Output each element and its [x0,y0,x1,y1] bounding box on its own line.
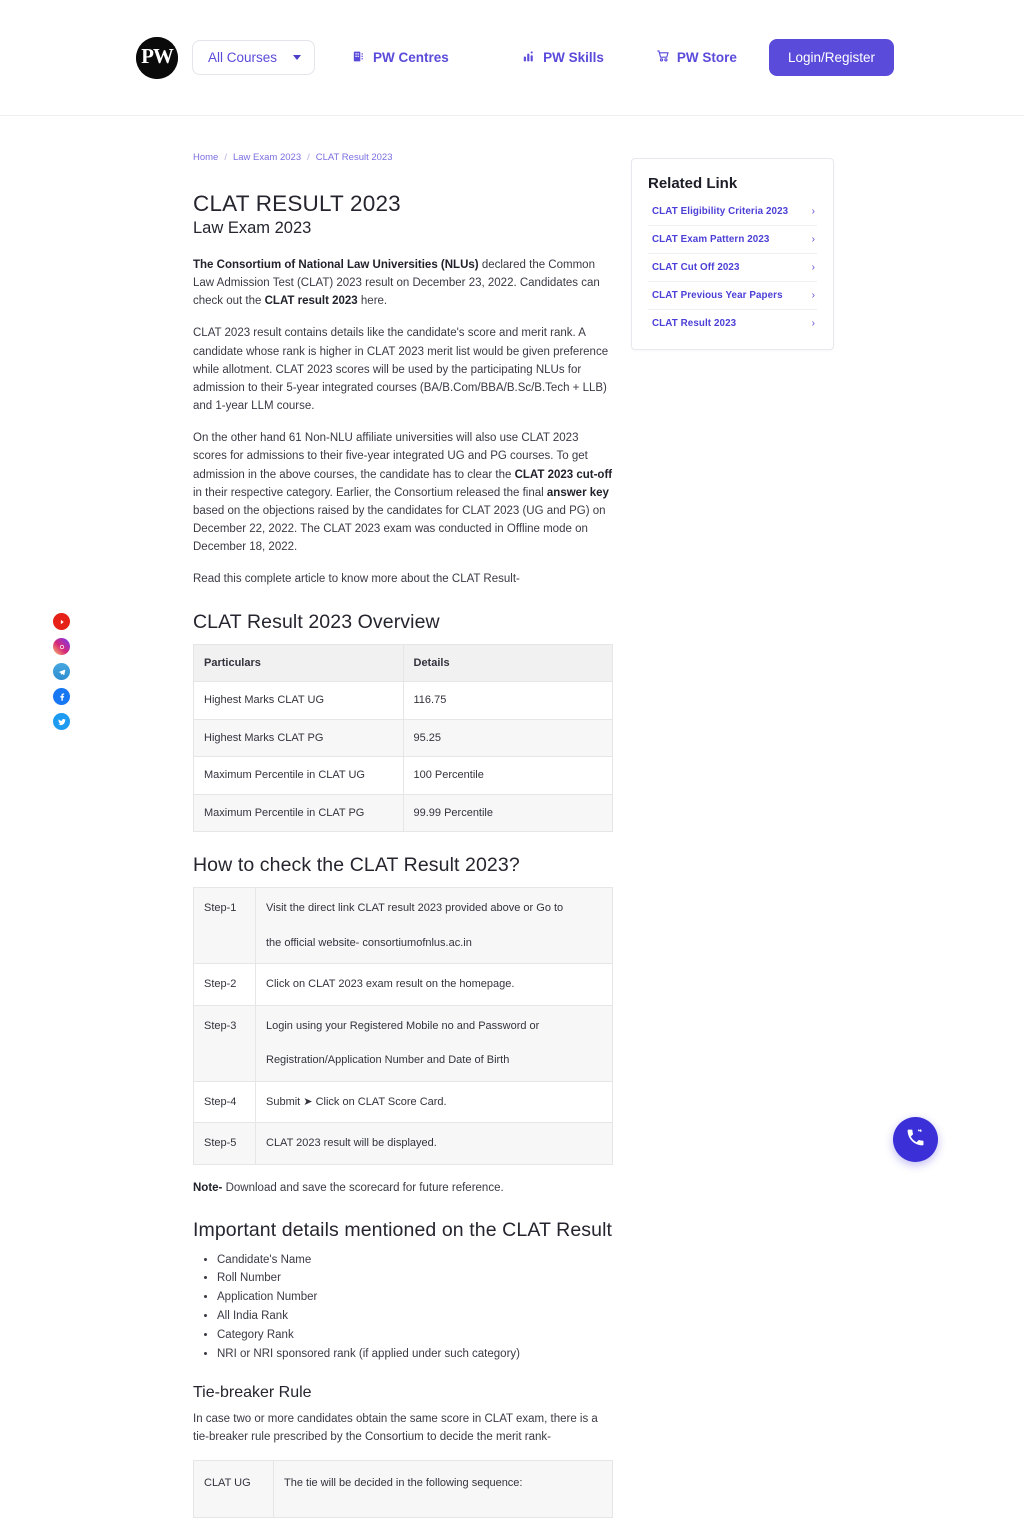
building-icon [353,50,366,66]
shopping-cart-icon [656,49,670,66]
step-text [256,1081,613,1123]
overview-cell-detail: 116.75 [403,682,613,720]
overview-table [193,644,613,833]
instagram-icon[interactable] [53,638,70,655]
step-label: Step-1 [194,888,256,964]
related-link-item-result[interactable] [648,310,817,337]
related-link-card [631,158,834,350]
table-row [194,1460,613,1518]
page-subtitle: Law Exam 2023 [193,219,312,237]
important-details-list [193,1252,613,1364]
step-label: Step-4 [194,1081,256,1123]
chevron-down-icon [293,55,301,60]
site-header [0,0,1024,116]
list-item: • All India Rank [217,1308,613,1326]
related-link-item-eligibility[interactable] [648,198,817,226]
overview-cell-particular: Maximum Percentile in CLAT PG [194,794,404,832]
overview-cell-detail: 100 Percentile [403,757,613,795]
list-item: • Application Number [217,1289,613,1307]
page-body [0,116,1024,1526]
table-row [194,1123,613,1165]
intro-bold-consortium: The Consortium of National Law Universities (NLUs) [193,259,479,271]
chevron-right-icon: › [811,206,815,217]
bar-chart-icon [523,50,536,66]
telegram-icon[interactable] [53,663,70,680]
pw-skills-link[interactable] [523,50,604,66]
note-bold: Note- [193,1181,223,1194]
step-text [256,964,613,1006]
all-courses-label: All Courses [208,50,278,65]
overview-col-details: Details [403,644,613,682]
login-register-button[interactable]: Login/Register [769,39,894,76]
chevron-right-icon: › [811,318,815,329]
related-link-label: CLAT Cut Off 2023 [652,262,740,273]
breadcrumb-separator-2: / [307,152,310,163]
related-link-label: CLAT Previous Year Papers [652,290,783,301]
step-line: Login using your Registered Mobile no and Password or [266,1019,540,1032]
overview-heading: CLAT Result 2023 Overview [193,610,440,633]
breadcrumb-current[interactable]: CLAT Result 2023 [315,152,393,163]
step-line: Registration/Application Number and Date of Birth [266,1054,510,1066]
breadcrumb-law-exam[interactable]: Law Exam 2023 [232,152,302,163]
list-item: • Candidate's Name [217,1252,613,1270]
p3-bold-cutoff: CLAT 2023 cut-off [514,468,613,481]
facebook-icon[interactable] [53,688,70,705]
note-paragraph [193,1179,613,1197]
related-link-label: CLAT Result 2023 [652,318,737,329]
header-right-group [499,39,894,76]
pw-store-link[interactable] [656,49,737,66]
chevron-right-icon: › [811,290,815,301]
tie-breaker-heading: Tie-breaker Rule [193,1383,312,1401]
table-row [194,888,613,964]
all-courses-button[interactable] [192,40,315,75]
tie-breaker-table [193,1460,613,1519]
intro-bold-result: CLAT result 2023 [264,295,358,308]
table-row [194,794,613,832]
list-item: • Category Rank [217,1327,613,1345]
twitter-icon[interactable] [53,713,70,730]
tie-breaker-intro: In case two or more candidates obtain the same score in CLAT exam, there is a tie-breaker rule prescribed by the Consortium to decide the merit rank- [193,1412,598,1443]
overview-cell-particular: Maximum Percentile in CLAT UG [194,757,404,795]
intro-mid: declared the Common Law Admission Test (CLAT) 2023 result on December 23, 2022. Candidates can check out the [193,259,600,308]
main-column [193,152,613,1526]
related-link-item-cut-off[interactable] [648,254,817,282]
related-link-item-exam-pattern[interactable] [648,226,817,254]
note-text: Download and save the scorecard for future reference. [222,1181,504,1194]
intro-end: here. [357,295,388,308]
overview-cell-particular: Highest Marks CLAT PG [194,719,404,757]
paragraph-2: CLAT 2023 result contains details like the candidate's score and merit rank. A candidate whose rank is higher in CLAT 2023 merit list would be given preference while allotment. CLAT 2023 scores will be used by the participating NLUs for admission to their 5-year integrated courses (BA/B.Com/BBA/B.Sc/B.Tech + LLB) and 1-year LLM course. [193,327,609,413]
p3-c: in their respective category. Earlier, the Consortium released the final [193,486,547,499]
breadcrumb-separator: / [224,152,227,163]
tie-row-text: The tie will be decided in the following sequence: [274,1460,613,1518]
related-link-title: Related Link [648,175,738,192]
important-details-heading: Important details mentioned on the CLAT Result [193,1218,613,1241]
how-to-check-heading: How to check the CLAT Result 2023? [193,854,520,876]
header-left-group [136,37,449,79]
chevron-right-icon: › [811,234,815,245]
social-rail [53,613,70,730]
step-line: Visit the direct link CLAT result 2023 provided above or Go to [266,902,564,914]
breadcrumb-home[interactable]: Home [193,152,219,163]
pw-store-label: PW Store [676,50,737,65]
table-row [194,682,613,720]
paragraph-4: Read this complete article to know more about the CLAT Result- [193,573,520,586]
step-label: Step-3 [194,1005,256,1081]
phone-icon [905,1127,926,1153]
step-line: Submit ➤ Click on CLAT Score Card. [266,1095,447,1108]
p3-e: based on the objections raised by the candidates for CLAT 2023 (UG and PG) on December 22, 2022. The CLAT 2023 exam was conducted in Offline mode on December 18, 2022. [193,504,606,554]
table-row [194,1005,613,1081]
step-text [256,888,613,964]
table-row [194,719,613,757]
breadcrumb [193,152,613,163]
related-link-label: CLAT Eligibility Criteria 2023 [652,206,789,217]
overview-cell-particular: Highest Marks CLAT UG [194,682,404,720]
call-fab-button[interactable] [893,1117,938,1162]
list-item: • Roll Number [217,1270,613,1288]
intro-paragraph [193,256,613,310]
overview-col-particulars: Particulars [194,644,404,682]
overview-table-header-row [194,644,613,682]
chevron-right-icon: › [811,262,815,273]
how-to-check-table [193,887,613,1165]
tie-row-label: CLAT UG [194,1460,274,1518]
pw-logo-text: PW [141,44,173,68]
p3-a: On the other hand 61 Non-NLU affiliate universities will also use CLAT 2023 scores for admissions to their five-year integrated UG and PG courses. To get admission in the above courses, the candidate has to clear the [193,432,588,481]
table-row [194,964,613,1006]
overview-cell-detail: 95.25 [403,719,613,757]
youtube-icon[interactable] [53,613,70,630]
list-item: • NRI or NRI sponsored rank (if applied under such category) [217,1346,613,1364]
content-wrapper [0,116,1024,1526]
related-link-item-previous-papers[interactable] [648,282,817,310]
paragraph-3 [193,429,613,556]
step-label: Step-5 [194,1123,256,1165]
pw-centres-label: PW Centres [373,50,449,65]
step-label: Step-2 [194,964,256,1006]
sidebar-column [631,158,834,1526]
pw-logo[interactable] [136,37,178,79]
page-title: CLAT RESULT 2023 [193,191,401,216]
step-line: CLAT 2023 result will be displayed. [266,1137,437,1149]
pw-centres-link[interactable] [353,50,449,66]
step-text [256,1005,613,1081]
p3-bold-answerkey: answer key [546,486,609,499]
step-line: Click on CLAT 2023 exam result on the homepage. [266,978,515,990]
table-row [194,1081,613,1123]
overview-cell-detail: 99.99 Percentile [403,794,613,832]
step-line: the official website- consortiumofnlus.ac.in [266,936,472,949]
table-row [194,757,613,795]
pw-skills-label: PW Skills [543,50,604,65]
step-text [256,1123,613,1165]
related-link-label: CLAT Exam Pattern 2023 [652,234,770,245]
